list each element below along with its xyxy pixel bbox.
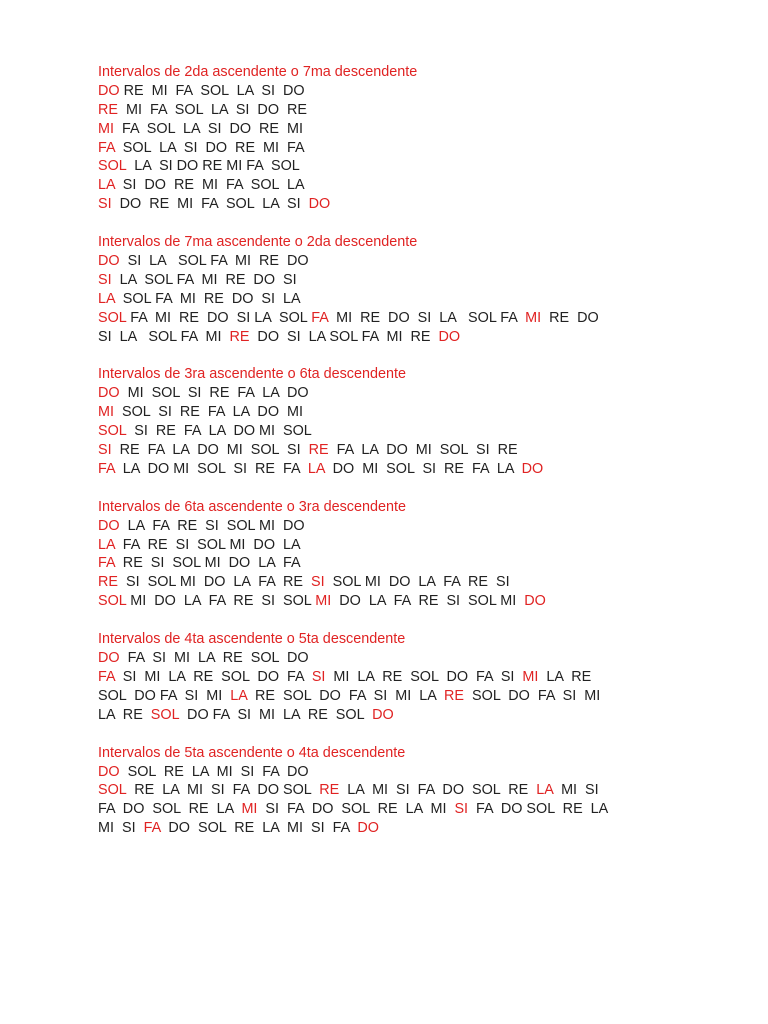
- note-line: [98, 157, 718, 176]
- highlighted-note: RE: [444, 687, 465, 704]
- note-sequence: SI LA SOL FA MI RE DO: [119, 253, 309, 270]
- note-line: [98, 290, 718, 309]
- highlighted-note: FA: [98, 555, 115, 572]
- note-sequence: LA RE: [98, 706, 151, 723]
- highlighted-note: DO: [98, 385, 120, 402]
- note-line: [98, 384, 718, 403]
- note-sequence: FA MI RE DO SI LA SOL: [126, 309, 312, 326]
- note-sequence: FA SI MI LA RE SOL DO: [119, 650, 309, 667]
- note-line: [98, 195, 718, 214]
- note-sequence: MI RE DO SI LA SOL FA: [328, 309, 526, 326]
- note-line: [98, 460, 718, 479]
- highlighted-note: LA: [230, 687, 248, 704]
- highlighted-note: FA: [143, 820, 161, 837]
- note-sequence: RE SOL DO FA SI MI LA: [247, 687, 445, 704]
- highlighted-note: SI: [98, 442, 112, 459]
- note-sequence: SI LA SOL FA MI: [98, 328, 230, 345]
- highlighted-note: SI: [98, 196, 112, 213]
- section-title: Intervalos de 2da ascendente o 7ma descendente: [98, 64, 418, 80]
- note-sequence: SI RE FA LA DO MI SOL: [126, 423, 312, 440]
- highlighted-note: DO: [98, 517, 120, 534]
- note-line: [98, 271, 718, 290]
- note-line: [98, 403, 718, 422]
- note-sequence: FA RE SI SOL MI DO LA: [114, 536, 301, 553]
- note-sequence: RE FA LA DO MI SOL SI: [111, 442, 309, 459]
- note-line: [98, 554, 718, 573]
- highlighted-note: MI: [525, 309, 542, 326]
- note-line: [98, 687, 718, 706]
- note-sequence: LA SOL FA MI RE DO SI: [111, 271, 297, 288]
- highlighted-note: SOL: [98, 593, 127, 610]
- section-title: Intervalos de 5ta ascendente o 4ta descendente: [98, 744, 406, 761]
- note-line: [98, 252, 718, 271]
- section-title: Intervalos de 3ra ascendente o 6ta descendente: [98, 366, 407, 383]
- note-line: [98, 668, 718, 687]
- highlighted-note: LA: [307, 460, 325, 477]
- note-sequence: SOL RE LA MI SI FA DO: [119, 763, 309, 780]
- note-sequence: FA DO SOL RE LA: [98, 801, 242, 818]
- highlighted-note: MI: [315, 593, 332, 610]
- note-sequence: DO FA SI MI LA RE SOL: [179, 706, 373, 723]
- highlighted-note: DO: [524, 593, 546, 610]
- note-sequence: RE SI SOL MI DO LA FA: [114, 555, 301, 572]
- highlighted-note: LA: [98, 177, 115, 194]
- highlighted-note: MI: [98, 404, 114, 421]
- note-line: [98, 536, 718, 555]
- highlighted-note: FA: [311, 309, 329, 326]
- note-line: [98, 649, 718, 668]
- note-line: [98, 309, 718, 328]
- note-line: [98, 517, 718, 536]
- interval-section: [98, 63, 718, 214]
- note-sequence: LA SI DO RE MI FA SOL: [126, 158, 300, 175]
- interval-section: [98, 365, 718, 478]
- note-sequence: DO MI SOL SI RE FA LA: [324, 460, 522, 477]
- note-sequence: LA FA RE SI SOL MI DO: [119, 517, 305, 534]
- highlighted-note: FA: [98, 139, 115, 156]
- highlighted-note: DO: [521, 460, 544, 477]
- highlighted-note: DO: [98, 763, 120, 780]
- highlighted-note: MI: [98, 120, 114, 137]
- note-sequence: MI SI: [98, 820, 144, 837]
- highlighted-note: SOL: [98, 782, 127, 799]
- highlighted-note: MI: [522, 668, 539, 685]
- highlighted-note: LA: [98, 536, 115, 553]
- note-sequence: RE LA MI SI FA DO SOL: [126, 782, 320, 799]
- note-sequence: FA DO SOL RE LA: [468, 801, 609, 818]
- note-sequence: DO SI LA SOL FA MI RE: [249, 328, 439, 345]
- highlighted-note: SI: [98, 271, 112, 288]
- note-line: [98, 422, 718, 441]
- highlighted-note: SOL: [98, 423, 127, 440]
- note-sequence: DO SOL RE LA MI SI FA: [160, 820, 358, 837]
- note-line: [98, 573, 718, 592]
- note-sequence: SOL DO FA SI MI: [98, 687, 231, 704]
- note-sequence: FA LA DO MI SOL SI RE: [328, 442, 518, 459]
- highlighted-note: SI: [311, 668, 326, 685]
- highlighted-note: DO: [308, 196, 331, 213]
- section-title: Intervalos de 7ma ascendente o 2da descendente: [98, 234, 418, 251]
- note-sequence: SI FA DO SOL RE LA MI: [257, 801, 455, 818]
- highlighted-note: DO: [98, 650, 120, 667]
- section-title: Intervalos de 4ta ascendente o 5ta descendente: [98, 631, 406, 648]
- highlighted-note: LA: [536, 782, 554, 799]
- note-line: [98, 592, 718, 611]
- note-sequence: SOL MI DO LA FA RE SI: [324, 574, 510, 591]
- section-title: Intervalos de 6ta ascendente o 3ra descendente: [98, 498, 407, 515]
- note-sequence: SOL FA MI RE DO SI LA: [114, 290, 301, 307]
- note-sequence: MI DO LA FA RE SI SOL: [126, 593, 316, 610]
- note-line: [98, 120, 718, 139]
- highlighted-note: SOL: [98, 158, 127, 175]
- note-line: [98, 101, 718, 120]
- document-page: [98, 63, 718, 857]
- note-sequence: LA DO MI SOL SI RE FA: [114, 460, 308, 477]
- note-sequence: DO RE MI FA SOL LA SI: [111, 196, 309, 213]
- note-sequence: RE DO: [541, 309, 599, 326]
- highlighted-note: DO: [372, 706, 394, 723]
- note-line: [98, 139, 718, 158]
- note-sequence: SI DO RE MI FA SOL LA: [114, 177, 305, 194]
- highlighted-note: SOL: [98, 309, 127, 326]
- note-sequence: MI FA SOL LA SI DO RE: [118, 101, 308, 118]
- highlighted-note: RE: [98, 101, 118, 118]
- note-line: [98, 328, 718, 347]
- note-sequence: SI MI LA RE SOL DO FA: [114, 668, 312, 685]
- highlighted-note: DO: [98, 82, 120, 99]
- note-line: [98, 800, 718, 819]
- note-line: [98, 706, 718, 725]
- note-sequence: DO LA FA RE SI SOL MI: [331, 593, 525, 610]
- note-line: [98, 763, 718, 782]
- highlighted-note: FA: [98, 668, 115, 685]
- interval-section: [98, 630, 718, 724]
- highlighted-note: MI: [241, 801, 258, 818]
- highlighted-note: FA: [98, 460, 115, 477]
- note-sequence: RE MI FA SOL LA SI DO: [119, 82, 305, 99]
- note-line: [98, 819, 718, 838]
- note-sequence: LA RE: [538, 668, 592, 685]
- note-sequence: MI LA RE SOL DO FA SI: [325, 668, 523, 685]
- interval-section: [98, 233, 718, 346]
- highlighted-note: DO: [357, 820, 379, 837]
- note-line: [98, 82, 718, 101]
- highlighted-note: DO: [98, 253, 120, 270]
- highlighted-note: RE: [229, 328, 250, 345]
- note-sequence: MI SOL SI RE FA LA DO: [119, 385, 309, 402]
- highlighted-note: RE: [98, 574, 118, 591]
- note-sequence: SOL LA SI DO RE MI FA: [114, 139, 305, 156]
- note-line: [98, 781, 718, 800]
- note-sequence: SOL SI RE FA LA DO MI: [114, 404, 304, 421]
- note-sequence: SI SOL MI DO LA FA RE: [118, 574, 311, 591]
- interval-section: [98, 744, 718, 838]
- note-sequence: FA SOL LA SI DO RE MI: [114, 120, 304, 137]
- highlighted-note: RE: [308, 442, 329, 459]
- note-sequence: MI SI: [553, 782, 599, 799]
- highlighted-note: SI: [311, 574, 325, 591]
- highlighted-note: DO: [438, 328, 461, 345]
- highlighted-note: SOL: [150, 706, 180, 723]
- highlighted-note: LA: [98, 290, 115, 307]
- note-sequence: SOL DO FA SI MI: [464, 687, 601, 704]
- highlighted-note: RE: [319, 782, 340, 799]
- note-line: [98, 176, 718, 195]
- note-sequence: LA MI SI FA DO SOL RE: [339, 782, 537, 799]
- interval-section: [98, 498, 718, 611]
- highlighted-note: SI: [454, 801, 469, 818]
- note-line: [98, 441, 718, 460]
